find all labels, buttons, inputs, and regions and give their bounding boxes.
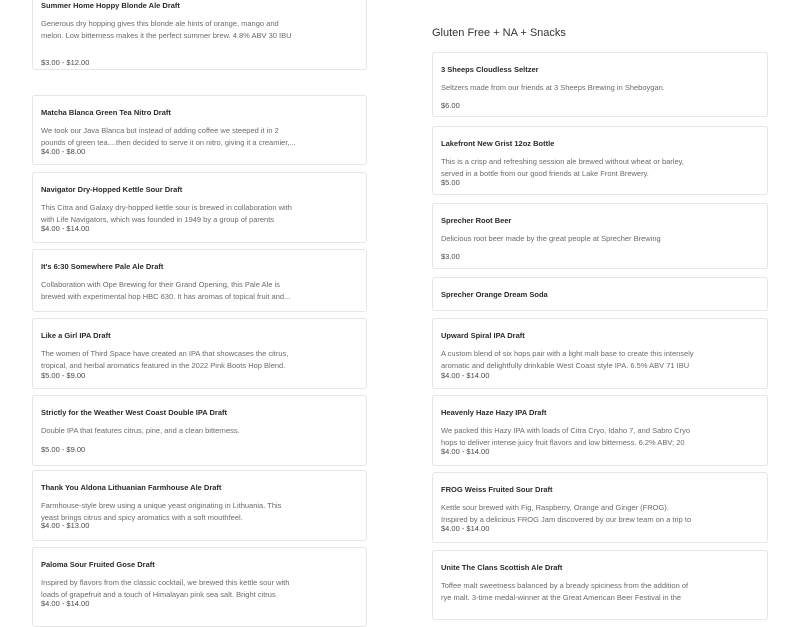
- menu-item-card[interactable]: [432, 472, 768, 543]
- menu-item-card[interactable]: [32, 318, 367, 389]
- menu-item-description: Double IPA that features citrus, pine, and a clean bitterness.: [41, 426, 240, 435]
- menu-item-price: $3.00: [441, 252, 460, 261]
- menu-item-price: $4.00 - $14.00: [441, 524, 490, 533]
- menu-item-description: Kettle sour brewed with Fig, Raspberry, Orange and Ginger (FROG). Inspired by a delicious FROG Jam discovered by our brew team on a trip to: [441, 503, 692, 524]
- menu-item-price: $4.00 - $14.00: [41, 224, 90, 233]
- menu-item-card[interactable]: [432, 318, 768, 389]
- menu-item-price: $4.00 - $14.00: [41, 599, 90, 608]
- menu-item-description: Collaboration with Ope Brewing for their Grand Opening, this Pale Ale is brewed with experimental hop HBC 630. It has aromas of topical fruit and...: [41, 280, 291, 301]
- menu-item-price: $4.00 - $14.00: [441, 447, 490, 456]
- menu-item-name: Navigator Dry-Hopped Kettle Sour Draft: [41, 185, 183, 194]
- menu-item-description: Toffee malt sweetness balanced by a bready spiciness from the addition of rye malt. 3-time medal-winner at the Great American Beer Festival in the: [441, 581, 689, 602]
- menu-item-price: $4.00 - $14.00: [441, 371, 490, 380]
- menu-item-price: $5.00 - $9.00: [41, 371, 86, 380]
- menu-item-name: FROG Weiss Fruited Sour Draft: [441, 485, 553, 494]
- menu-item-name: Lakefront New Grist 12oz Bottle: [441, 139, 555, 148]
- menu-item-card[interactable]: [32, 395, 367, 466]
- menu-item-description: A custom blend of six hops pair with a light malt base to create this intensely aromatic and delightfully drinkable West Coast style IPA. 6.5% ABV 71 IBU: [441, 349, 694, 370]
- menu-item-card[interactable]: [32, 0, 367, 70]
- menu-item-description: Generous dry hopping gives this blonde ale hints of orange, mango and melon. Low bitterness makes it the perfect summer brew. 4.8% ABV 30 IBU: [41, 19, 292, 40]
- menu-item-name: Summer Home Hoppy Blonde Ale Draft: [41, 1, 180, 10]
- menu-item-price: $6.00: [441, 101, 460, 110]
- menu-item-card[interactable]: [432, 203, 768, 269]
- menu-item-card[interactable]: [432, 395, 768, 466]
- menu-item-name: Paloma Sour Fruited Gose Draft: [41, 560, 155, 569]
- menu-item-description: The women of Third Space have created an IPA that showcases the citrus, tropical, and herbal aromatics featured in the 2022 Pink Boots Hop Blend.: [41, 349, 289, 370]
- menu-item-name: Thank You Aldona Lithuanian Farmhouse Ale Draft: [41, 483, 222, 492]
- menu-item-name: Upward Spiral IPA Draft: [441, 331, 525, 340]
- menu-item-price: $4.00 - $13.00: [41, 521, 90, 530]
- menu-item-description: Farmhouse-style brew using a unique yeast originating in Lithuania. This yeast brings citrus and spicy aromatics with a soft mouthfeel.: [41, 501, 282, 522]
- menu-item-card[interactable]: [432, 126, 768, 195]
- menu-item-card[interactable]: [432, 52, 768, 117]
- menu-item-description: We took our Java Blanca but instead of adding coffee we steeped it in 2 pounds of green tea....then decided to serve it on nitro, giving it a creamier,...: [41, 126, 296, 147]
- menu-item-name: 3 Sheeps Cloudless Seltzer: [441, 65, 539, 74]
- menu-item-card[interactable]: [32, 249, 367, 312]
- menu-item-card[interactable]: [432, 550, 768, 620]
- menu-item-price: $3.00 - $12.00: [41, 58, 90, 67]
- menu-item-card[interactable]: [32, 547, 367, 627]
- menu-item-price: $4.00 - $8.00: [41, 147, 86, 156]
- menu-item-card[interactable]: [32, 470, 367, 541]
- menu-item-description: Inspired by flavors from the classic cocktail, we brewed this kettle sour with loads of grapefruit and a touch of Himalayan pink sea salt. Bright citrus: [41, 578, 290, 599]
- menu-item-card[interactable]: [32, 172, 367, 243]
- menu-item-description: Delicious root beer made by the great people at Sprecher Brewing: [441, 234, 661, 243]
- section-title: Gluten Free + NA + Snacks: [432, 27, 566, 39]
- menu-item-card[interactable]: [432, 277, 768, 311]
- menu-item-description: Seltzers made from our friends at 3 Sheeps Brewing in Sheboygan.: [441, 83, 665, 92]
- menu-item-name: Matcha Blanca Green Tea Nitro Draft: [41, 108, 171, 117]
- menu-item-card[interactable]: [32, 95, 367, 165]
- menu-item-description: This is a crisp and refreshing session ale brewed without wheat or barley, served in a bottle from our good friends at Lake Front Brewery.: [441, 157, 684, 178]
- menu-item-description: We packed this Hazy IPA with loads of Citra Cryo, Idaho 7, and Sabro Cryo hops to deliver intense juicy fruit flavors and low bitterness. 6.2% ABV; 20: [441, 426, 691, 447]
- menu-item-name: It's 6:30 Somewhere Pale Ale Draft: [41, 262, 164, 271]
- menu-item-name: Heavenly Haze Hazy IPA Draft: [441, 408, 547, 417]
- menu-item-name: Sprecher Root Beer: [441, 216, 512, 225]
- menu-item-name: Sprecher Orange Dream Soda: [441, 290, 548, 299]
- menu-item-name: Unite The Clans Scottish Ale Draft: [441, 563, 563, 572]
- menu-item-price: $5.00: [441, 178, 460, 187]
- menu-item-price: $5.00 - $9.00: [41, 445, 86, 454]
- menu-item-name: Strictly for the Weather West Coast Double IPA Draft: [41, 408, 228, 417]
- menu-item-description: This Citra and Galaxy dry-hopped kettle sour is brewed in collaboration with with Life Navigators, which was founded in 1949 by a group of parents: [41, 203, 292, 224]
- menu-item-name: Like a Girl IPA Draft: [41, 331, 111, 340]
